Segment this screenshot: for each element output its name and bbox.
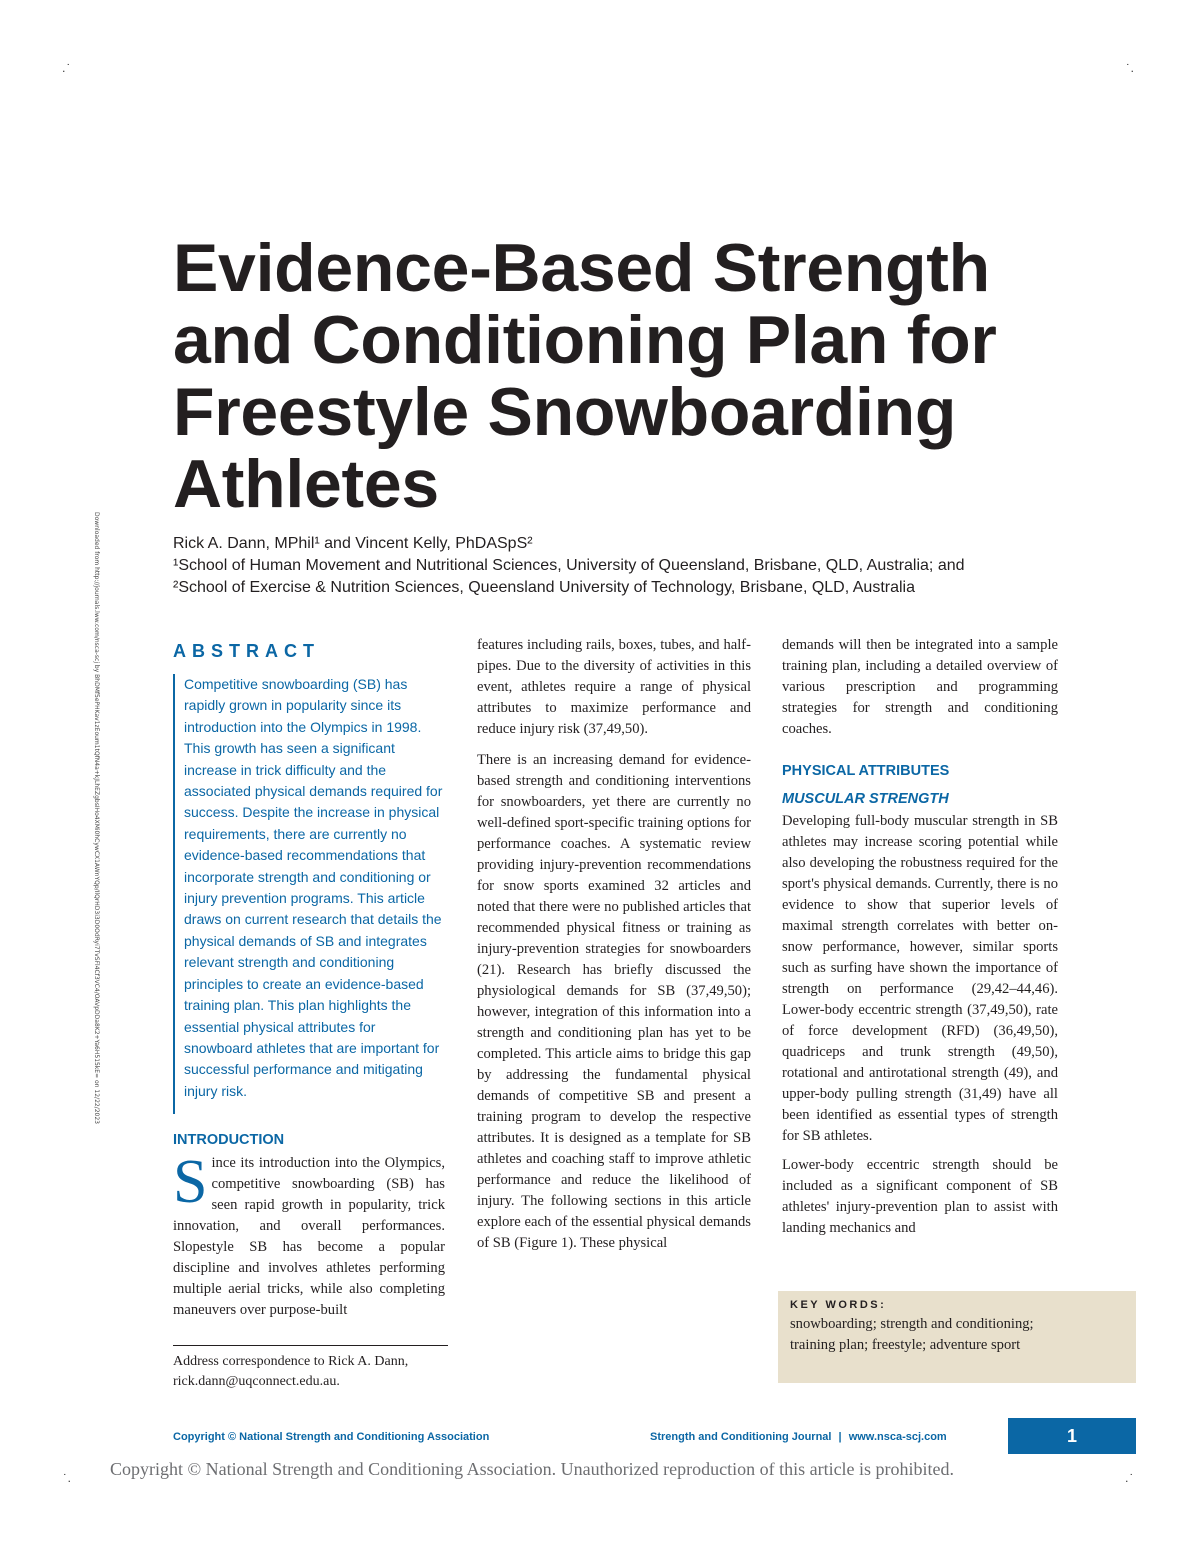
introduction-text: ince its introduction into the Olympics, competitive snowboarding (SB) has seen rapid growth in popularity, trick innovation, and overall performances. Slopestyle SB has become a popular discipline and involves athletes performing multiple aerial tricks, while also completing maneuvers over purpose-built — [173, 1155, 445, 1318]
column-2 — [477, 635, 751, 1254]
column-3-body — [782, 811, 1058, 1239]
title-line: and Conditioning Plan for — [173, 302, 997, 378]
article-title — [173, 232, 1113, 520]
correspondence-address: Address correspondence to Rick A. Dann, rick.dann@uqconnect.edu.au. — [173, 1354, 409, 1389]
reproduction-notice: Copyright © National Strength and Conditioning Association. Unauthorized reproduction of this article is prohibited. — [110, 1459, 955, 1479]
download-side-note: Downloaded from http://journals.lww.com/nsca-scj by BhDMf5ePHKav1zEoum1tQfN4a+kJLhEZgbsIHo4XMi0hCywCX1AWnYQp/IlQrHD3i3D0OdRyi7TvSFl4Cf3VC4/OAVpDDa8K2+Ya6H515kE= on 12/22/2023 — [93, 512, 100, 1124]
col3-paragraph-3: Lower-body eccentric strength should be included as a significant component of SB athletes' injury-prevention plan to assist with landing mechanics and — [782, 1157, 1058, 1236]
page-number-box — [1008, 1418, 1136, 1454]
author-names: Rick A. Dann, MPhil¹ and Vincent Kelly, PhDASpS² — [173, 535, 533, 552]
abstract-heading: ABSTRACT — [173, 641, 320, 661]
footnote-rule — [173, 1345, 448, 1346]
col2-paragraph-2: There is an increasing demand for evidence-based strength and conditioning interventions for snowboarders, yet there are currently no well-defined sport-specific training options for performance coaches. A systematic review providing injury-prevention recommendations for snow sports examined 32 articles and noted that there were no published articles that recommended physical fitness or training as injury-prevention strategies for snowboarders (21). Research has briefly discussed the physiological demands for SB (37,49,50); however, integration of this information into a strength and conditioning plan has yet to be completed. This article aims to bridge this gap by addressing the fundamental physical demands of competitive SB and present a training program to develop the respective attributes. It is designed as a template for SB athletes and coaching staff to improve athletic performance and reduce the likelihood of injury. The following sections in this article explore each of the essential physical demands of SB (Figure 1). These physical — [477, 752, 751, 1251]
title-line: Freestyle Snowboarding — [173, 374, 957, 450]
keywords-text: snowboarding; strength and conditioning; training plan; freestyle; adventure sport — [790, 1316, 1034, 1353]
crop-mark-bottom-right: .˙ — [1125, 1472, 1134, 1485]
footer-separator: | — [838, 1431, 842, 1443]
column-3 — [782, 635, 1058, 740]
journal-url[interactable]: www.nsca-scj.com — [848, 1431, 947, 1443]
journal-name: Strength and Conditioning Journal — [650, 1431, 832, 1443]
footer-journal — [650, 1431, 947, 1443]
muscular-strength-subheading: MUSCULAR STRENGTH — [782, 791, 949, 807]
author-block — [173, 533, 1133, 599]
footer-copyright: Copyright © National Strength and Conditioning Association — [173, 1431, 490, 1443]
physical-attributes-heading: PHYSICAL ATTRIBUTES — [782, 763, 950, 779]
introduction-column — [173, 1148, 445, 1321]
title-line: Athletes — [173, 446, 439, 522]
crop-mark-top-left: .˙ — [62, 62, 71, 75]
col3-paragraph-2: Developing full-body muscular strength in SB athletes may increase scoring potential while also developing the robustness required for the sport's physical demands. Currently, there is no evidence to show that superior levels of maximal strength correlates with better on-snow performance, however, similar sports such as surfing have shown the importance of strength on performance (29,42–44,46). Lower-body eccentric strength (37,49,50), rate of force development (RFD) (36,49,50), quadriceps and trunk strength (49,50), rotational and antirotational strength (49), and upper-body pulling strength (31,49) have all been identified as essential types of strength for SB athletes. — [782, 813, 1058, 1144]
page-number: 1 — [1066, 1425, 1077, 1446]
title-line: Evidence-Based Strength — [173, 230, 990, 306]
crop-mark-bottom-left: ˙. — [62, 1472, 71, 1485]
introduction-heading: INTRODUCTION — [173, 1132, 285, 1148]
crop-mark-top-right: ˙. — [1125, 62, 1134, 75]
introduction-paragraph — [173, 1148, 445, 1321]
drop-cap: S — [173, 1148, 208, 1216]
affiliation-2: ²School of Exercise & Nutrition Sciences, Queensland University of Technology, Brisbane, QLD, Australia — [173, 579, 915, 596]
col3-paragraph-1: demands will then be integrated into a sample training plan, including a detailed overview of various prescription and programming strategies for strength and conditioning coaches. — [782, 637, 1058, 737]
keywords-label: KEY WORDS: — [790, 1299, 887, 1311]
col2-paragraph-1: features including rails, boxes, tubes, and half-pipes. Due to the diversity of activities in this event, athletes require a range of physical attributes to maximize performance and reduce injury risk (37,49,50). — [477, 637, 751, 737]
affiliation-1: ¹School of Human Movement and Nutritional Sciences, University of Queensland, Brisbane, QLD, Australia; and — [173, 557, 965, 574]
abstract-text: Competitive snowboarding (SB) has rapidly grown in popularity since its introduction into the Olympics in 1998. This growth has seen a significant increase in trick difficulty and the associated physical demands required for success. Despite the increase in physical requirements, there are currently no evidence-based recommendations that incorporate strength and conditioning or injury prevention programs. This article draws on current research that details the physical demands of SB and integrates relevant strength and conditioning principles to create an evidence-based training plan. This plan highlights the essential physical attributes for snowboard athletes that are important for successful performance and mitigating injury risk. — [184, 676, 443, 1099]
keywords-box — [778, 1291, 1136, 1383]
